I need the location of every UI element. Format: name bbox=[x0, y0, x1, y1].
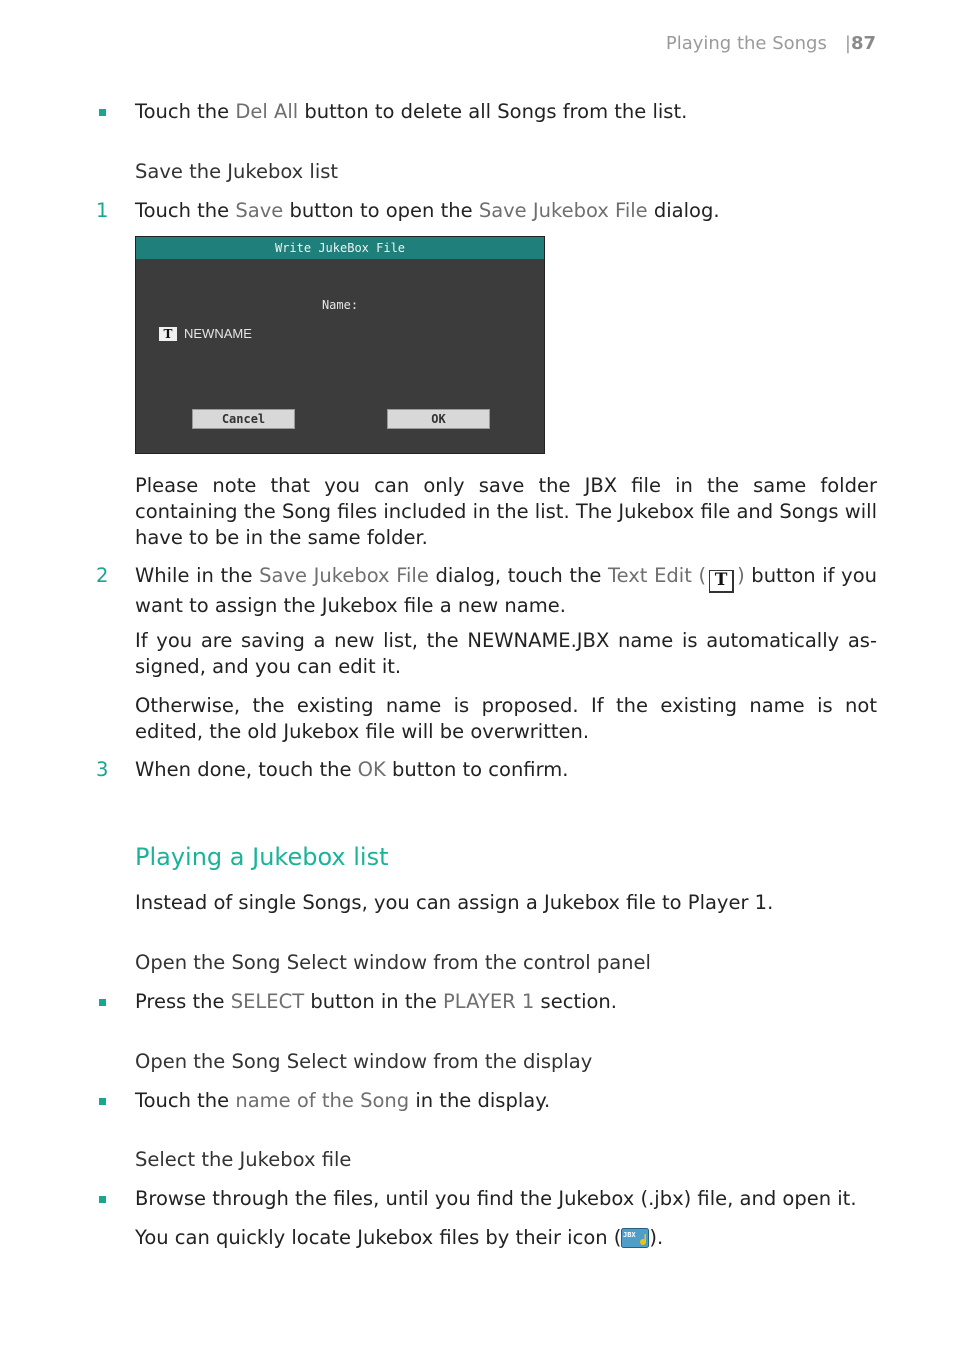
bullet-icon bbox=[99, 1098, 106, 1105]
svg-text:JBX: JBX bbox=[623, 1231, 637, 1239]
step-1 bbox=[135, 198, 877, 224]
subheading-save: Save the Jukebox list bbox=[135, 160, 339, 183]
text: While in the bbox=[135, 564, 260, 587]
del-all-ref: Del All bbox=[235, 100, 299, 123]
text: in the display. bbox=[409, 1089, 551, 1112]
page-number: 87 bbox=[850, 33, 876, 54]
dialog-title-bar: Write JukeBox File bbox=[136, 237, 544, 259]
intro-text: Instead of single Songs, you can assign a Jukebox file to Player 1. bbox=[135, 891, 774, 914]
header-section: Playing the Songs bbox=[665, 33, 827, 54]
text: When done, touch the bbox=[135, 758, 358, 781]
text: button if you want to assign the Jukebox file a new name. bbox=[135, 564, 877, 617]
item-name bbox=[135, 1088, 877, 1114]
text-edit-icon: T bbox=[709, 570, 734, 593]
text: button to confirm. bbox=[385, 758, 569, 781]
text: button to open the bbox=[283, 199, 479, 222]
song-name-ref: name of the Song bbox=[235, 1089, 410, 1112]
text: You can quickly locate Jukebox files by their icon ( bbox=[135, 1226, 622, 1249]
save-jukebox-file-ref: Save Jukebox File bbox=[259, 564, 429, 587]
page-header bbox=[666, 33, 876, 54]
write-jukebox-dialog bbox=[135, 236, 545, 454]
text: Touch the bbox=[135, 1089, 236, 1112]
item-del-all bbox=[135, 99, 877, 125]
item-browse: Browse through the files, until you find the Jukebox (.jbx) file, and open it. bbox=[135, 1187, 857, 1210]
dialog-name-label: Name: bbox=[321, 298, 359, 312]
step-number: 1 bbox=[96, 199, 109, 222]
note-new-list: If you are saving a new list, the NEWNAME.JBX name is automatically as-signed, and you can edit it. bbox=[135, 629, 877, 678]
text: dialog. bbox=[647, 199, 720, 222]
section-title: Playing a Jukebox list bbox=[135, 843, 389, 871]
header-separator: | bbox=[844, 33, 851, 54]
text: button to delete all Songs from the list. bbox=[298, 100, 688, 123]
step-number: 3 bbox=[96, 758, 109, 781]
text: ). bbox=[649, 1226, 664, 1249]
note-folder: Please note that you can only save the JBX file in the same folder containing the Song files included in the list. The Jukebox file and Songs will have to be in the same folder. bbox=[135, 474, 877, 549]
locate-text bbox=[135, 1225, 877, 1251]
save-ref: Save bbox=[235, 199, 284, 222]
text: button in the bbox=[304, 990, 444, 1013]
ok-ref: OK bbox=[357, 758, 386, 781]
item-select bbox=[135, 989, 877, 1015]
step-2 bbox=[135, 563, 877, 619]
note-existing: Otherwise, the existing name is proposed. If the existing name is not edited, the old Jukebox file will be overwritten. bbox=[135, 694, 877, 743]
text-edit-ref: Text Edit ( bbox=[608, 564, 707, 587]
bullet-icon bbox=[99, 999, 106, 1006]
cancel-button[interactable]: Cancel bbox=[192, 409, 295, 429]
text: dialog, touch the bbox=[428, 564, 609, 587]
subheading-display: Open the Song Select window from the display bbox=[135, 1050, 593, 1073]
save-jukebox-file-ref: Save Jukebox File bbox=[478, 199, 648, 222]
text-edit-ref-close: ) bbox=[737, 564, 745, 587]
select-ref: SELECT bbox=[230, 990, 305, 1013]
bullet-icon bbox=[99, 1196, 106, 1203]
subheading-control-panel: Open the Song Select window from the control panel bbox=[135, 951, 651, 974]
bullet-icon bbox=[99, 109, 106, 116]
text-edit-icon[interactable]: T bbox=[159, 327, 177, 341]
jukebox-file-icon bbox=[621, 1228, 649, 1248]
text: Touch the bbox=[135, 100, 236, 123]
dialog-name-value[interactable]: NEWNAME bbox=[184, 326, 252, 341]
player1-ref: PLAYER 1 bbox=[443, 990, 535, 1013]
ok-button[interactable]: OK bbox=[387, 409, 490, 429]
step-3 bbox=[135, 757, 877, 783]
text: Touch the bbox=[135, 199, 236, 222]
text: section. bbox=[534, 990, 617, 1013]
subheading-select-file: Select the Jukebox file bbox=[135, 1148, 352, 1171]
text: Press the bbox=[135, 990, 231, 1013]
step-number: 2 bbox=[96, 564, 109, 587]
